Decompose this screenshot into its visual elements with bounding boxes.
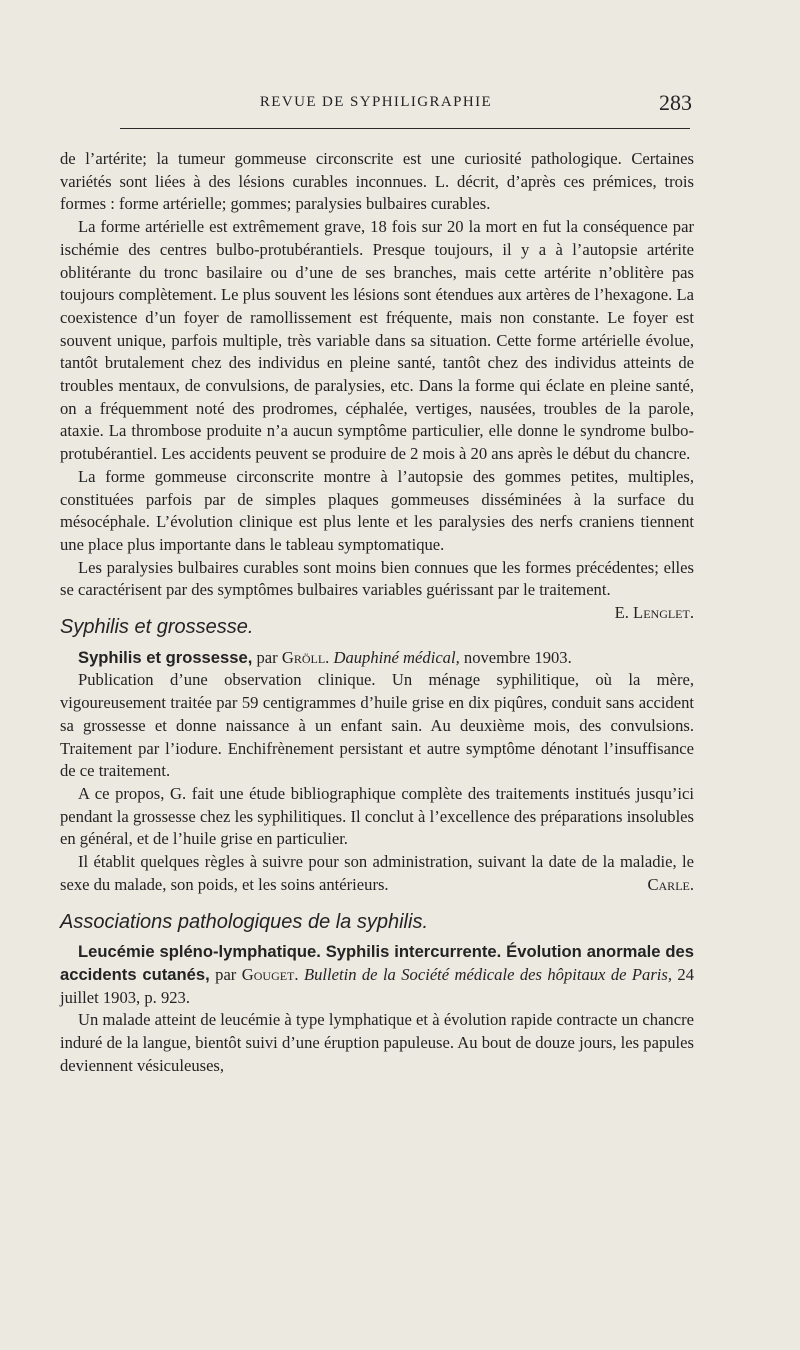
header-rule — [120, 128, 690, 129]
citation-by: par — [256, 647, 278, 667]
section-heading-associations: Associations pathologiques de la syphilis. — [60, 910, 428, 933]
journal-name: Dauphiné médical, — [333, 647, 460, 667]
running-head — [60, 90, 692, 120]
paragraph-text: Il établit quelques règles à suivre pour son administration, suivant la date de la maladie, le sexe du malade, son poids, et les soins antérieurs. — [60, 852, 694, 894]
article-title: Syphilis et grossesse, — [78, 647, 253, 667]
paragraph: A ce propos, G. fait une étude bibliographique complète des traitements institués jusqu’ici pendant la grossesse chez les syphilitiques. Il conclut à l’excellence des préparations insolubles en général, et de l’huile grise en particulier. — [60, 783, 694, 849]
paragraph: La forme gommeuse circonscrite montre à l’autopsie des gommes petites, multiples, constituées parfois par de simples plaques gommeuses disséminées à la surface du mésocéphale. L’évolution clinique est plus lente et les paralysies des nerfs craniens tiennent une place plus importante dans le tableau symptomatique. — [60, 466, 694, 554]
article-title: Leucémie spléno-lymphatique. Syphilis intercurrente. Évolution anormale des accidents cutanés, — [60, 942, 694, 984]
running-title: REVUE DE SYPHILIGRAPHIE — [259, 94, 493, 110]
paragraph: Publication d’une observation clinique. Un ménage syphilitique, où la mère, vigoureusement traitée par 59 centigrammes d’huile grise en dix piqûres, conduit sans accident sa grossesse et donne naissance à un enfant sain. Au deuxième mois, des convulsions. Traitement par l’iodure. Enchifrènement persistant et autre symptôme dénotant l’insuffisance de ce traitement. — [60, 670, 694, 781]
section-heading-syphilis-grossesse: Syphilis et grossesse. — [60, 616, 254, 639]
publication-date: novembre 1903. — [463, 647, 572, 667]
citation-by: par — [215, 964, 237, 984]
paragraph: Un malade atteint de leucémie à type lymphatique et à évolution rapide contracte un chancre induré de la langue, bientôt suivi d’une éruption papuleuse. Au bout de douze jours, les papules deviennent vésiculeuses, — [60, 1010, 694, 1075]
journal-name: Bulletin de la Société médicale des hôpitaux de Paris, — [303, 964, 672, 984]
publication-date: 24 juillet 1903, p. 923. — [60, 964, 694, 1007]
paragraph: La forme artérielle est extrêmement grave, 18 fois sur 20 la mort en fut la conséquence par ischémie des centres bulbo-protubérantiels. Presque toujours, il y a à l’autopsie artérite oblitérante du tronc basilaire ou d’une de ses branches, mais cette artérite n’oblitère pas toujours complètement. Le plus souvent les lésions sont étendues aux artères de l’hexagone. La coexistence d’un foyer de ramollissement est fréquente, mais non constante. Le foyer est souvent unique, parfois multiple, très variable dans sa situation. Cette forme artérielle évolue, tantôt brutalement chez des individus en pleine santé, tantôt chez des individus atteints de troubles mentaux, de convulsions, de paralysies, etc. Dans la forme qui éclate en pleine santé, on a fréquemment noté des prodromes, céphalée, vertiges, nausées, troubles de la parole, ataxie. La thrombose produite n’a aucun symptôme particulier, elle donne le syndrome bulbo-protubérantiel. Les accidents peuvent se produire de 2 mois à 20 ans après le début du chancre. — [60, 217, 694, 464]
review-signature: E. Lenglet. — [614, 603, 694, 623]
article-author: Gröll. — [281, 647, 330, 667]
paragraph: de l’artérite; la tumeur gommeuse circonscrite est une curiosité pathologique. Certaines variétés sont liées à des lésions curables inconnues. L. décrit, d’après ces prémices, trois formes : forme artérielle; gommes; paralysies bulbaires curables. — [60, 149, 694, 214]
paragraph — [60, 557, 694, 623]
review-signature: Carle. — [647, 874, 694, 894]
page-number: 283 — [659, 90, 692, 115]
article-citation — [60, 647, 694, 670]
paragraph — [60, 851, 694, 896]
article-citation — [60, 941, 694, 1009]
article-author: Gouget. — [241, 964, 299, 984]
paragraph-text: Les paralysies bulbaires curables sont moins bien connues que les formes précédentes; elles se caractérisent par des symptômes bulbaires variables guérissant par le traitement. — [60, 557, 694, 600]
page-body — [60, 148, 694, 1077]
